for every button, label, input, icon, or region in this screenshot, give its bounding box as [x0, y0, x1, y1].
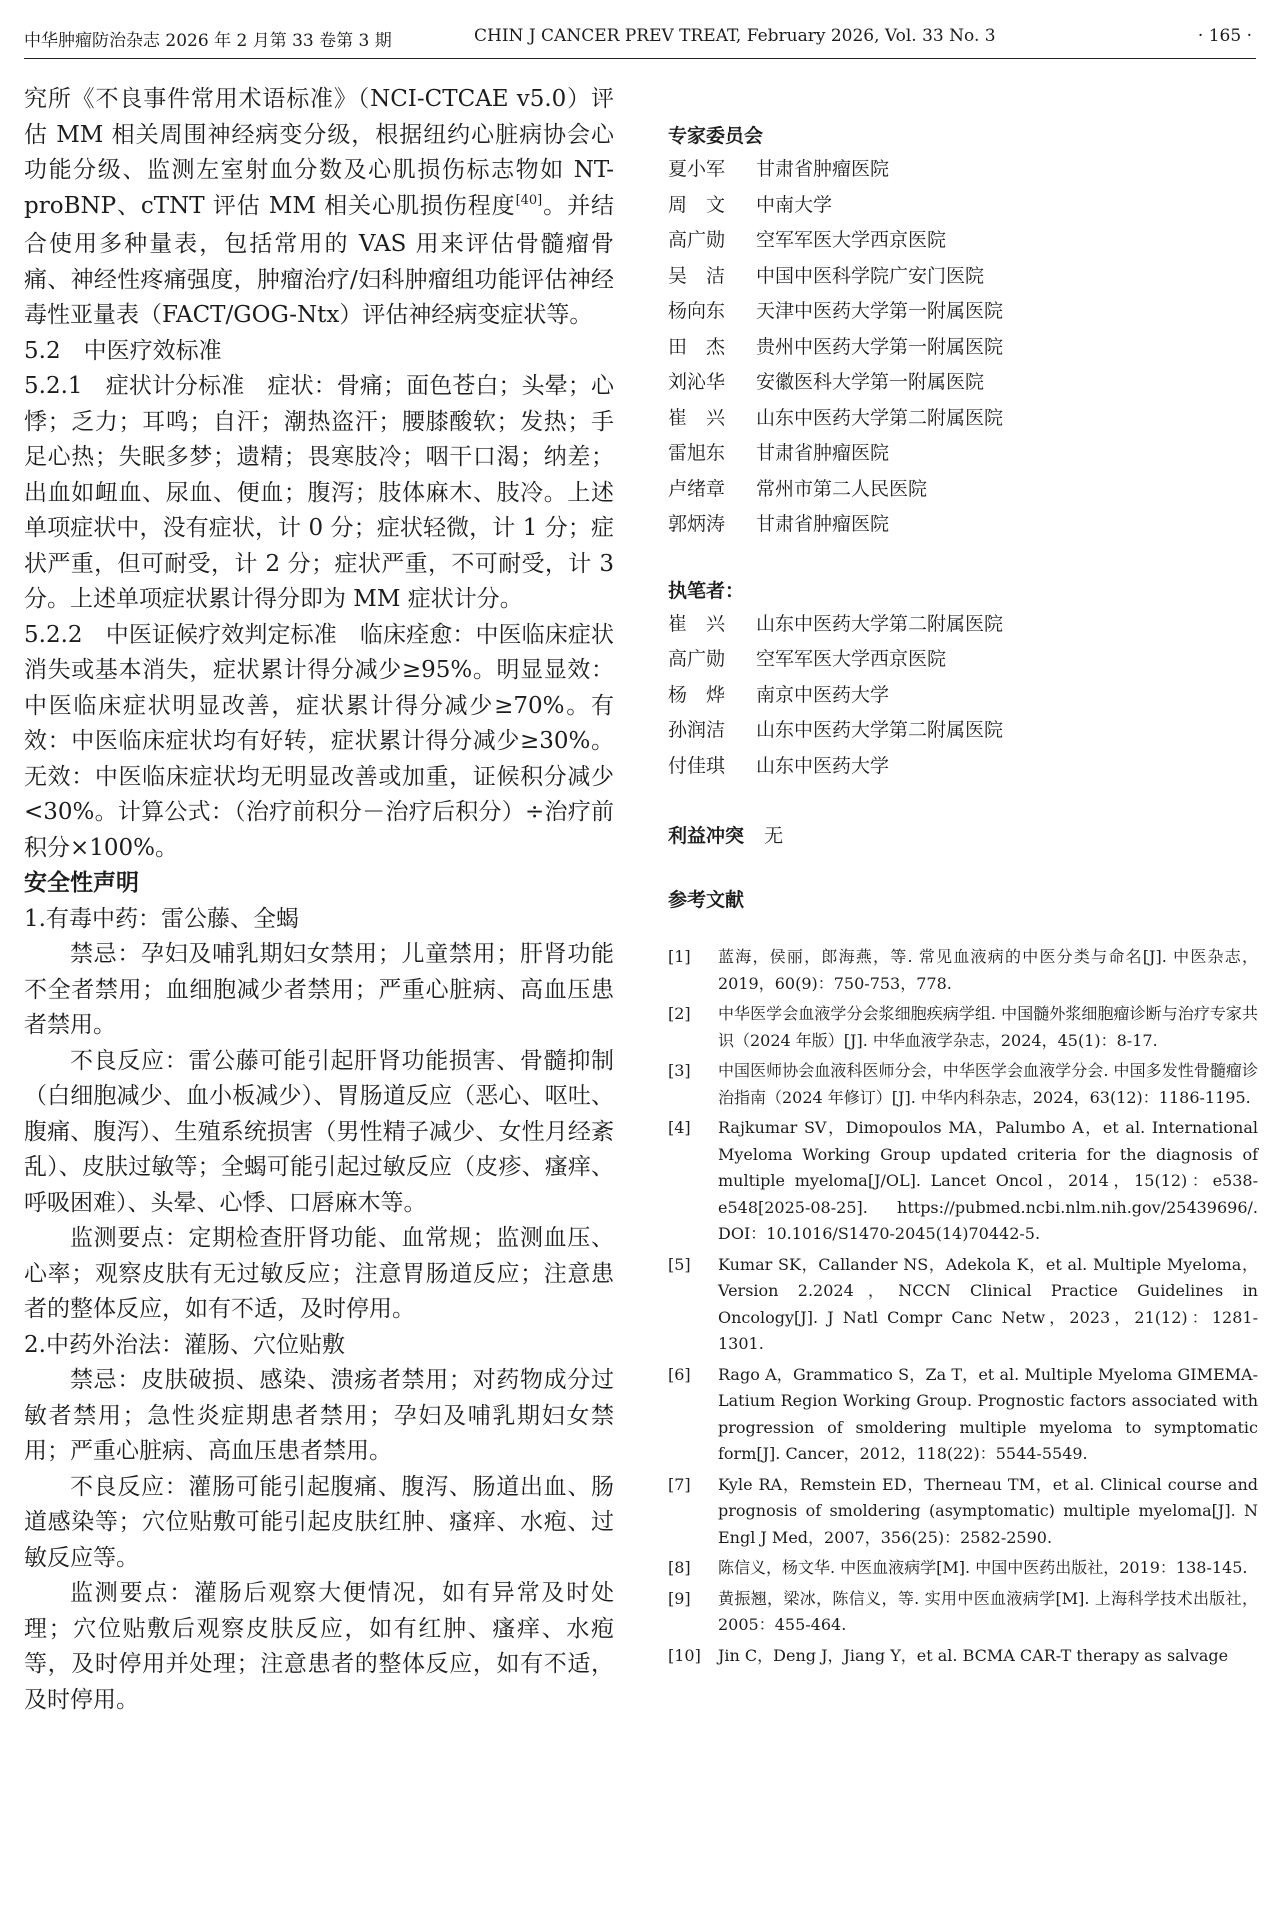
external-therapy-adverse-reactions: 不良反应：灌肠可能引起腹痛、腹泻、肠道出血、肠道感染等；穴位贴敷可能引起皮肤红肿、瘙痒、水疱、过敏反应等。: [24, 1473, 614, 1571]
authors-title: 执笔者：: [668, 579, 745, 602]
author: 孙润洁 山东中医药大学第二附属医院: [668, 719, 1004, 741]
author: 杨 烨 南京中医药大学: [668, 683, 890, 706]
reference-item: [7] Kyle RA，Remstein ED，Therneau TM，et al. Clinical course and prognosis of smoldering (asymptomatic) multiple myeloma[J]. N Engl J Med，2007，356(25)：2582-2590.: [668, 1474, 1258, 1547]
committee-member: 崔 兴 山东中医药大学第二附属医院: [668, 406, 1004, 429]
running-header: [24, 22, 1256, 51]
author: 付佳琪 山东中医药大学: [668, 754, 890, 777]
reference-item: [1] 蓝海，侯丽，郎海燕，等. 常见血液病的中医分类与命名[J]. 中医杂志，2019，60(9)：750-753，778.: [668, 947, 1258, 993]
section-5-2-title: 5.2 中医疗效标准: [24, 337, 222, 364]
committee-member: 郭炳涛 甘肃省肿瘤医院: [668, 513, 890, 535]
reference-item: [10] Jin C，Deng J，Jiang Y，et al. BCMA CAR-T therapy as salvage: [668, 1645, 1229, 1665]
header-divider: [24, 58, 1256, 59]
committee-member: 夏小军 甘肃省肿瘤医院: [668, 158, 890, 180]
reference-item: [3] 中国医师协会血液科医师分会，中华医学会血液学分会. 中国多发性骨髓瘤诊治指南（2024 年修订）[J]. 中华内科杂志，2024，63(12)：1186-1195.: [668, 1061, 1258, 1107]
external-therapy-contraindications: 禁忌：皮肤破损、感染、溃疡者禁用；对药物成分过敏者禁用；急性炎症期患者禁用；孕妇及哺乳期妇女禁用；严重心脏病、高血压患者禁用。: [24, 1367, 614, 1464]
committee-member: 刘沁华 安徽医科大学第一附属医院: [668, 371, 985, 393]
author: 高广勋 空军军医大学西京医院: [668, 648, 947, 670]
section-5-2-1: 5.2.1 症状计分标准 症状：骨痛；面色苍白；头晕；心悸；乏力；耳鸣；自汗；潮热盗汗；腰膝酸软；发热；手足心热；失眠多梦；遗精；畏寒肢冷；咽干口渴；纳差；出血如衄血、尿血、便血；腹泻；肢体麻木、肢冷。上述单项症状中，没有症状，计 0 分；症状轻微，计 1 分；症状严重，但可耐受，计 2 分；症状严重，不可耐受，计 3 分。上述单项症状累计得分即为 MM 症状计分。: [24, 373, 614, 612]
safety-statement-title: 安全性声明: [24, 870, 139, 896]
author: 崔 兴 山东中医药大学第二附属医院: [668, 612, 1004, 635]
references-list: [668, 944, 1258, 1669]
committee-member: 田 杰 贵州中医药大学第一附属医院: [668, 335, 1004, 358]
paragraph-assessment-tail: 。并结合使用多种量表，包括常用的 VAS 用来评估骨髓瘤骨痛、神经性疼痛强度，肿瘤治疗/妇科肿瘤组功能评估神经毒性亚量表（FACT/GOG-Ntx）评估神经病变症状等。: [24, 192, 615, 328]
page-number: · 165 ·: [1197, 26, 1252, 46]
reference-item: [9] 黄振翘，梁冰，陈信义，等. 实用中医血液病学[M]. 上海科学技术出版社，2005：455-464.: [668, 1588, 1258, 1634]
paragraph-assessment: [24, 82, 614, 334]
committee-member: 杨向东 天津中医药大学第一附属医院: [668, 300, 1004, 322]
left-column: [24, 82, 614, 1718]
committee-member: 周 文 中南大学: [668, 193, 833, 216]
external-therapy-heading: 2.中药外治法：灌肠、穴位贴敷: [24, 1331, 345, 1358]
committee-member: 高广勋 空军军医大学西京医院: [668, 229, 947, 251]
committee-member: 吴 洁 中国中医科学院广安门医院: [668, 264, 985, 287]
journal-issue-cn: 中华肿瘤防治杂志 2026 年 2 月第 33 卷第 3 期: [24, 31, 392, 51]
reference-item: [6] Rago A，Grammatico S，Za T，et al. Multiple Myeloma GIMEMA-Latium Region Working Group. Prognostic factors associated with progression of smoldering multiple myeloma to symptomatic form[J]. Cancer，2012，118(22)：5544-5549.: [668, 1364, 1258, 1463]
citation-40[interactable]: [40]: [515, 192, 543, 208]
toxic-herbs-contraindications: 禁忌：孕妇及哺乳期妇女禁用；儿童禁用；肝肾功能不全者禁用；血细胞减少者禁用；严重心脏病、高血压患者禁用。: [24, 941, 614, 1038]
conflict-label: 利益冲突: [668, 825, 745, 847]
section-5-2-2: 5.2.2 中医证候疗效判定标准 临床痊愈：中医临床症状消失或基本消失，症状累计得分减少≥95%。明显显效：中医临床症状明显改善，症状累计得分减少≥70%。有效：中医临床症状均有好转，症状累计得分减少≥30%。无效：中医临床症状均无明显改善或加重，证候积分减少<30%。计算公式：（治疗前积分－治疗后积分）÷治疗前积分×100%。: [24, 621, 614, 861]
committee-member: 雷旭东 甘肃省肿瘤医院: [668, 442, 890, 464]
reference-item: [5] Kumar SK，Callander NS，Adekola K，et al. Multiple Myeloma，Version 2.2024，NCCN Clinical Practice Guidelines in Oncology[J]. J Natl Compr Canc Netw，2023，21(12)：1281-1301.: [668, 1254, 1258, 1353]
paragraph-assessment-text: 究所《不良事件常用术语标准》（NCI-CTCAE v5.0）评估 MM 相关周围神经病变分级，根据纽约心脏病协会心功能分级、监测左室射血分数及心肌损伤标志物如 NT-proBNP、cTNT 评估 MM 相关心肌损伤程度: [24, 86, 614, 219]
journal-issue-en: CHIN J CANCER PREV TREAT, February 2026, Vol. 33 No. 3: [474, 26, 996, 46]
external-therapy-monitoring: 监测要点：灌肠后观察大便情况，如有异常及时处理；穴位贴敷后观察皮肤反应，如有红肿、瘙痒、水疱等，及时停用并处理；注意患者的整体反应，如有不适，及时停用。: [24, 1580, 614, 1713]
committee-member: 卢绪章 常州市第二人民医院: [668, 477, 928, 500]
expert-committee-list: [668, 152, 1258, 543]
toxic-herbs-monitoring: 监测要点：定期检查肝肾功能、血常规；监测血压、心率；观察皮肤有无过敏反应；注意胃肠道反应；注意患者的整体反应，如有不适，及时停用。: [24, 1225, 614, 1322]
right-column: [668, 122, 1258, 1673]
conflict-of-interest: [668, 822, 1258, 850]
toxic-herbs-adverse-reactions: 不良反应：雷公藤可能引起肝肾功能损害、骨髓抑制（白细胞减少、血小板减少）、胃肠道反应（恶心、呕吐、腹痛、腹泻）、生殖系统损害（男性精子减少、女性月经紊乱）、皮肤过敏等；全蝎可能引起过敏反应（皮疹、瘙痒、呼吸困难）、头晕、心悸、口唇麻木等。: [24, 1047, 614, 1216]
reference-item: [4] Rajkumar SV，Dimopoulos MA，Palumbo A，et al. International Myeloma Working Group updated criteria for the diagnosis of multiple myeloma[J/OL]. Lancet Oncol，2014，15(12)：e538-e548[2025-08-25]. https://pubmed.ncbi.nlm.nih.gov/25439696/. DOI：10.1016/S1470-2045(14)70442-5.: [668, 1118, 1258, 1243]
expert-committee-title: 专家委员会: [668, 125, 764, 147]
references-title: 参考文献: [668, 889, 745, 911]
reference-item: [8] 陈信义，杨文华. 中医血液病学[M]. 中国中医药出版社，2019：138-145.: [668, 1558, 1248, 1577]
reference-item: [2] 中华医学会血液学分会浆细胞疾病学组. 中国髓外浆细胞瘤诊断与治疗专家共识（2024 年版）[J]. 中华血液学杂志，2024，45(1)：8-17.: [668, 1004, 1258, 1050]
authors-list: [668, 607, 1258, 785]
conflict-value: 无: [764, 825, 784, 847]
toxic-herbs-heading: 1.有毒中药：雷公藤、全蝎: [24, 905, 299, 932]
